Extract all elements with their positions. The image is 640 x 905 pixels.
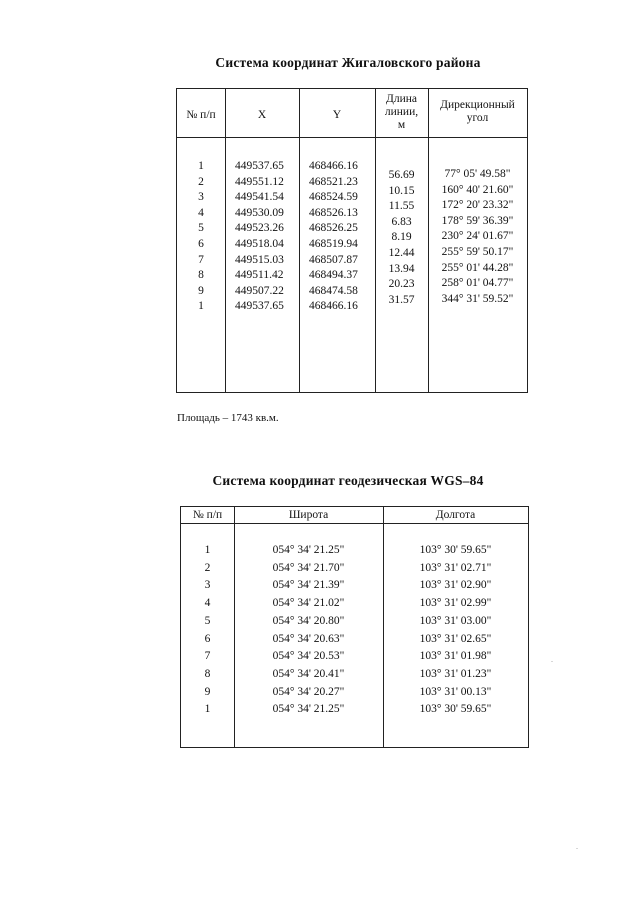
latitude-value: 054° 34' 21.25": [272, 703, 345, 716]
column-length: [375, 168, 428, 308]
line-length: 10.15: [388, 184, 415, 197]
direction-angle: 255° 01' 44.28": [441, 261, 514, 274]
line-length: 56.69: [388, 169, 415, 181]
point-number: 4: [198, 206, 204, 219]
line-length: 31.57: [388, 293, 415, 306]
point-number: 5: [198, 222, 204, 235]
point-number: 9: [198, 284, 204, 297]
header-angle: [428, 99, 527, 125]
point-number: 8: [204, 667, 211, 680]
longitude-value: 103° 30' 59.65": [419, 544, 492, 556]
x-value: 449530.09: [235, 206, 284, 219]
point-number: 6: [204, 632, 211, 645]
point-number: 9: [204, 685, 211, 698]
line-length: 12.44: [388, 246, 415, 259]
longitude-value: 103° 31' 00.13": [419, 685, 492, 698]
point-number: 7: [198, 253, 204, 266]
scan-speck: .: [576, 842, 578, 851]
x-value: 449523.26: [235, 222, 284, 235]
x-value: 449537.65: [235, 300, 284, 313]
header-divider: [177, 137, 527, 138]
column-num: [177, 159, 225, 315]
column-x: [235, 159, 284, 315]
point-number: 1: [204, 703, 211, 716]
longitude-value: 103° 31' 02.65": [419, 632, 492, 645]
x-value: 449537.65: [235, 160, 284, 172]
header-length-line1: Длина: [386, 93, 417, 105]
point-number: 2: [198, 175, 204, 188]
point-number: 1: [204, 544, 211, 556]
header-angle-line2: угол: [466, 112, 489, 124]
scan-speck: .: [551, 655, 553, 664]
coordinate-table-wgs84: [180, 506, 529, 748]
latitude-value: 054° 34' 21.25": [272, 544, 345, 556]
y-value: 468519.94: [309, 237, 358, 250]
direction-angle: 172° 20' 23.32": [441, 199, 514, 212]
y-value: 468521.23: [309, 175, 358, 188]
y-value: 468524.59: [309, 191, 358, 204]
longitude-value: 103° 31' 02.90": [419, 579, 492, 592]
header-lat: Широта: [288, 509, 329, 521]
y-value: 468507.87: [309, 253, 358, 266]
header-length-line3: м: [397, 119, 406, 131]
point-number: 1: [198, 300, 204, 313]
column-lon: [383, 542, 528, 719]
y-value: 468474.58: [309, 284, 358, 297]
latitude-value: 054° 34' 20.53": [272, 650, 345, 663]
longitude-value: 103° 31' 03.00": [419, 614, 492, 627]
header-angle-line1: Дирекционный: [440, 99, 515, 111]
point-number: 4: [204, 597, 211, 610]
latitude-value: 054° 34' 20.27": [272, 685, 345, 698]
x-value: 449518.04: [235, 237, 284, 250]
header-length-line2: линии,: [384, 106, 419, 118]
column-divider: [299, 89, 300, 392]
y-value: 468466.16: [309, 160, 358, 172]
x-value: 449507.22: [235, 284, 284, 297]
point-number: 2: [204, 561, 211, 574]
column-divider: [225, 89, 226, 392]
direction-angle: 255° 59' 50.17": [441, 245, 514, 258]
line-length: 11.55: [388, 200, 415, 213]
direction-angle: 77° 05' 49.58": [444, 168, 511, 180]
header-num: № п/п: [192, 509, 223, 521]
header-length: [375, 93, 428, 132]
longitude-value: 103° 31' 02.99": [419, 597, 492, 610]
column-y: [309, 159, 358, 315]
point-number: 5: [204, 614, 211, 627]
header-num: № п/п: [186, 109, 216, 121]
x-value: 449551.12: [235, 175, 284, 188]
point-number: 6: [198, 237, 204, 250]
header-y: Y: [332, 109, 342, 121]
latitude-value: 054° 34' 21.02": [272, 597, 345, 610]
line-length: 20.23: [388, 278, 415, 291]
table1-title: Система координат Жигаловского района: [215, 55, 481, 70]
header-lon: Долгота: [435, 509, 476, 521]
header-x: X: [257, 109, 267, 121]
point-number: 7: [204, 650, 211, 663]
x-value: 449515.03: [235, 253, 284, 266]
longitude-value: 103° 31' 01.23": [419, 667, 492, 680]
longitude-value: 103° 30' 59.65": [419, 703, 492, 716]
column-angle: [428, 167, 527, 307]
direction-angle: 344° 31' 59.52": [441, 292, 514, 305]
direction-angle: 178° 59' 36.39": [441, 214, 514, 227]
point-number: 3: [198, 191, 204, 204]
longitude-value: 103° 31' 01.98": [419, 650, 492, 663]
direction-angle: 160° 40' 21.60": [441, 183, 514, 196]
point-number: 8: [198, 269, 204, 282]
y-value: 468466.16: [309, 300, 358, 313]
x-value: 449511.42: [235, 269, 284, 282]
x-value: 449541.54: [235, 191, 284, 204]
header-divider: [181, 523, 528, 524]
latitude-value: 054° 34' 21.39": [272, 579, 345, 592]
latitude-value: 054° 34' 21.70": [272, 561, 345, 574]
latitude-value: 054° 34' 20.80": [272, 614, 345, 627]
direction-angle: 230° 24' 01.67": [441, 230, 514, 243]
line-length: 6.83: [391, 215, 412, 228]
latitude-value: 054° 34' 20.63": [272, 632, 345, 645]
longitude-value: 103° 31' 02.71": [419, 561, 492, 574]
line-length: 13.94: [388, 262, 415, 275]
column-num: [181, 542, 234, 719]
area-text: Площадь – 1743 кв.м.: [177, 412, 279, 424]
direction-angle: 258° 01' 04.77": [441, 277, 514, 290]
line-length: 8.19: [391, 231, 412, 244]
point-number: 3: [204, 579, 211, 592]
latitude-value: 054° 34' 20.41": [272, 667, 345, 680]
y-value: 468526.13: [309, 206, 358, 219]
coordinate-table-local: [176, 88, 528, 393]
table2-title: Система координат геодезическая WGS–84: [212, 473, 484, 488]
column-lat: [234, 542, 383, 719]
y-value: 468526.25: [309, 222, 358, 235]
point-number: 1: [198, 160, 204, 172]
y-value: 468494.37: [309, 269, 358, 282]
